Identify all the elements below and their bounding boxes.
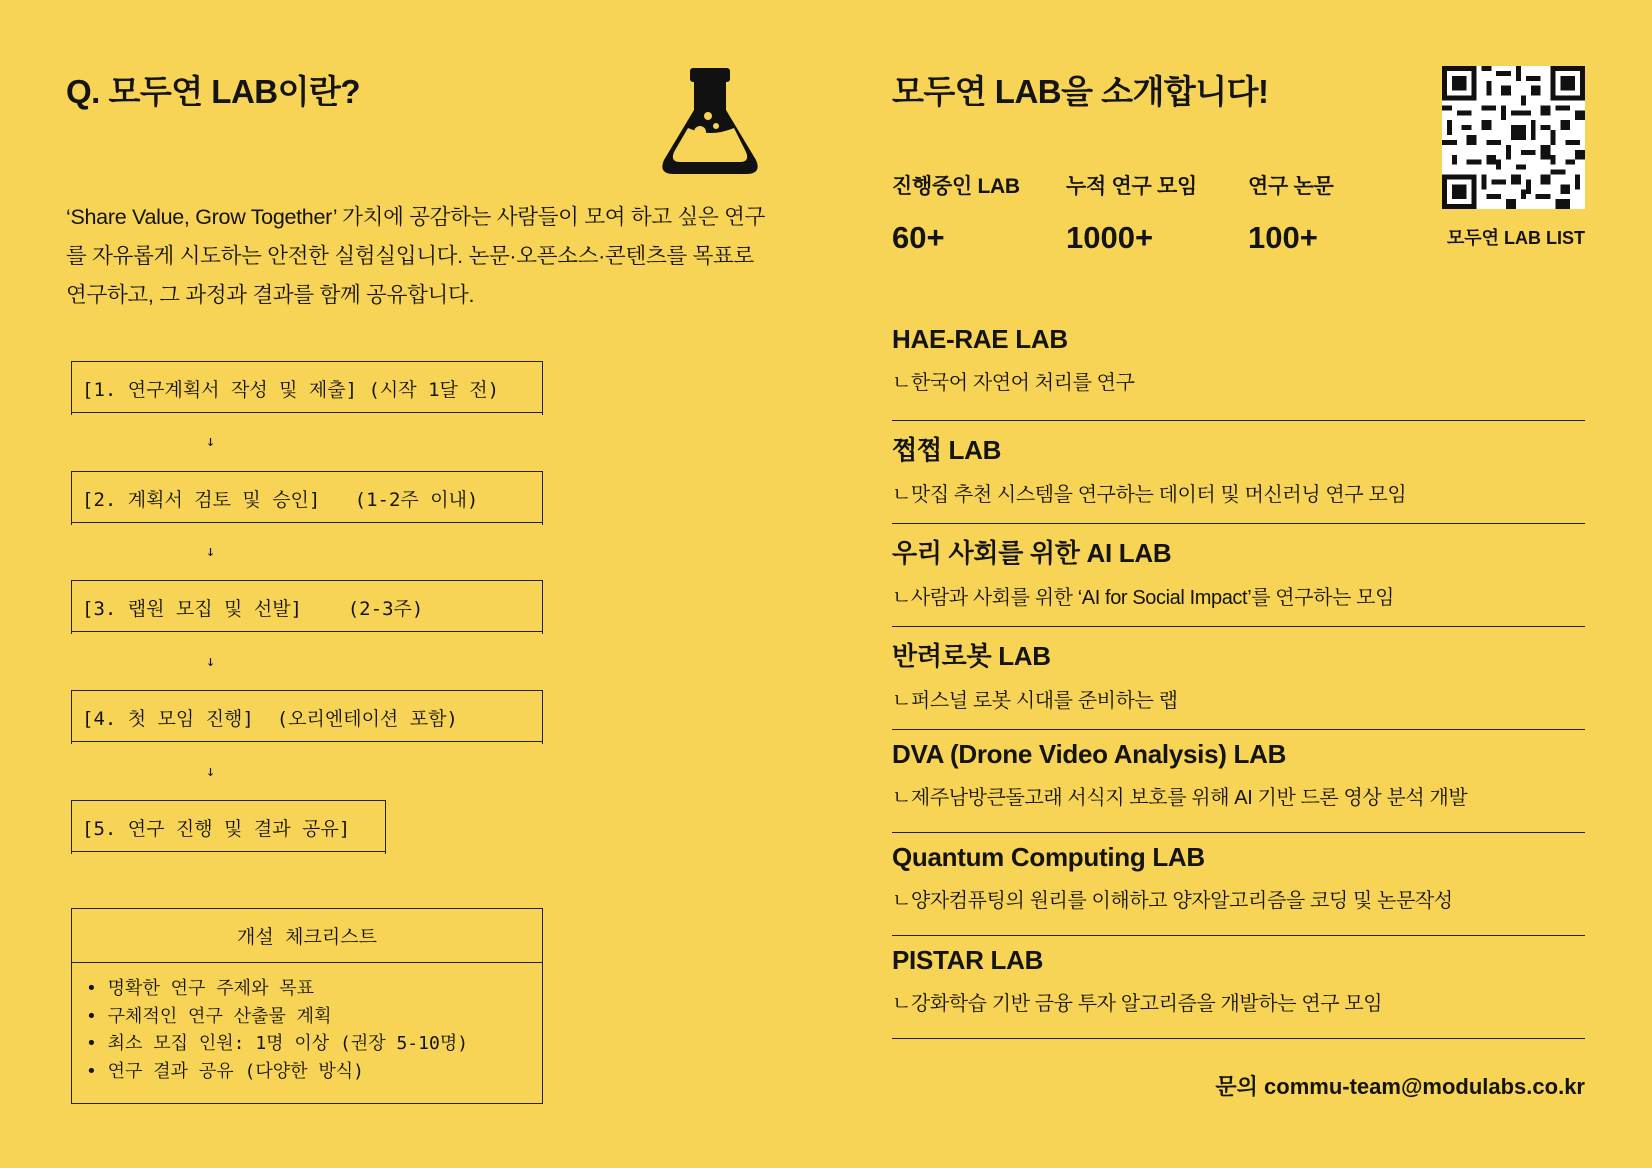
lab-description: ㄴ제주남방큰돌고래 서식지 보호를 위해 AI 기반 드론 영상 분석 개발 <box>892 787 1468 809</box>
lab-item <box>892 730 1585 833</box>
lab-name: 우리 사회를 위한 AI LAB <box>892 538 1172 568</box>
lab-list <box>892 318 1585 1039</box>
intro-title: 모두연 LAB을 소개합니다! <box>892 73 1269 110</box>
right-panel <box>892 0 1585 1168</box>
lab-description: ㄴ퍼스널 로봇 시대를 준비하는 랩 <box>892 690 1178 712</box>
qr-label: 모두연 LAB LIST <box>1446 228 1585 248</box>
process-step-2 <box>71 471 543 525</box>
checklist-item: • 최소 모집 인원: 1명 이상 (권장 5-10명) <box>86 1033 469 1054</box>
process-step-3 <box>71 580 543 634</box>
lab-description: ㄴ양자컴퓨팅의 원리를 이해하고 양자알고리즘을 코딩 및 논문작성 <box>892 890 1453 912</box>
step-label: [5. 연구 진행 및 결과 공유] <box>82 817 351 840</box>
down-arrow-icon: ↓ <box>206 762 216 780</box>
process-step-5 <box>71 800 386 854</box>
step-label: [2. 계획서 검토 및 승인] (1-2주 이내) <box>82 488 479 511</box>
process-step-4 <box>71 690 543 744</box>
stat-value: 60+ <box>892 220 945 255</box>
lab-item <box>892 524 1585 627</box>
lab-name: HAE-RAE LAB <box>892 324 1068 354</box>
question-title: Q. 모두연 LAB이란? <box>66 73 361 110</box>
lab-name: 쩝쩝 LAB <box>892 435 1002 465</box>
checklist-item: • 명확한 연구 주제와 목표 <box>86 978 315 999</box>
lab-name: 반려로봇 LAB <box>892 641 1051 671</box>
step-label: [1. 연구계획서 작성 및 제출] (시작 1달 전) <box>82 378 500 401</box>
lab-item <box>892 421 1585 524</box>
flask-icon <box>658 68 762 176</box>
down-arrow-icon: ↓ <box>206 652 216 670</box>
stat-active-labs <box>892 170 1020 256</box>
checklist-title: 개설 체크리스트 <box>72 909 542 963</box>
stat-total-meetings <box>1066 170 1197 256</box>
step-label: [3. 랩원 모집 및 선발] (2-3주) <box>82 597 424 620</box>
lab-description: ㄴ한국어 자연어 처리를 연구 <box>892 372 1135 394</box>
intro-paragraph: ‘Share Value, Grow Together’ 가치에 공감하는 사람들이 모여 하고 싶은 연구를 자유롭게 시도하는 안전한 실험실입니다. 논문·오픈소스·콘텐츠를 목표로 연구하고, 그 과정과 결과를 함께 공유합니다. <box>66 205 766 307</box>
stat-value: 100+ <box>1248 220 1318 255</box>
stat-label: 진행중인 LAB <box>892 175 1020 198</box>
step-label: [4. 첫 모임 진행] (오리엔테이션 포함) <box>82 707 458 730</box>
stat-label: 연구 논문 <box>1248 175 1334 198</box>
process-step-1 <box>71 361 543 415</box>
contact-email[interactable]: 문의 commu-team@modulabs.co.kr <box>1215 1074 1585 1099</box>
stat-papers <box>1248 170 1333 256</box>
lab-name: PISTAR LAB <box>892 945 1044 975</box>
lab-item <box>892 627 1585 730</box>
lab-description: ㄴ맛집 추천 시스템을 연구하는 데이터 및 머신러닝 연구 모임 <box>892 484 1407 506</box>
checklist-box <box>71 908 543 1104</box>
left-panel <box>66 0 766 1168</box>
down-arrow-icon: ↓ <box>206 542 216 560</box>
lab-name: Quantum Computing LAB <box>892 842 1205 872</box>
lab-name: DVA (Drone Video Analysis) LAB <box>892 739 1287 769</box>
lab-description: ㄴ사람과 사회를 위한 ‘AI for Social Impact’를 연구하는 모임 <box>892 587 1394 609</box>
stat-value: 1000+ <box>1066 220 1154 255</box>
lab-item <box>892 833 1585 936</box>
stat-label: 누적 연구 모임 <box>1066 175 1197 198</box>
qr-code[interactable] <box>1442 66 1585 209</box>
lab-description: ㄴ강화학습 기반 금융 투자 알고리즘을 개발하는 연구 모임 <box>892 993 1383 1015</box>
checklist-item: • 구체적인 연구 산출물 계획 <box>86 1005 332 1027</box>
lab-item <box>892 318 1585 421</box>
down-arrow-icon: ↓ <box>206 432 216 450</box>
lab-item <box>892 936 1585 1039</box>
checklist <box>72 963 542 1085</box>
checklist-item: • 연구 결과 공유 (다양한 방식) <box>86 1060 364 1082</box>
